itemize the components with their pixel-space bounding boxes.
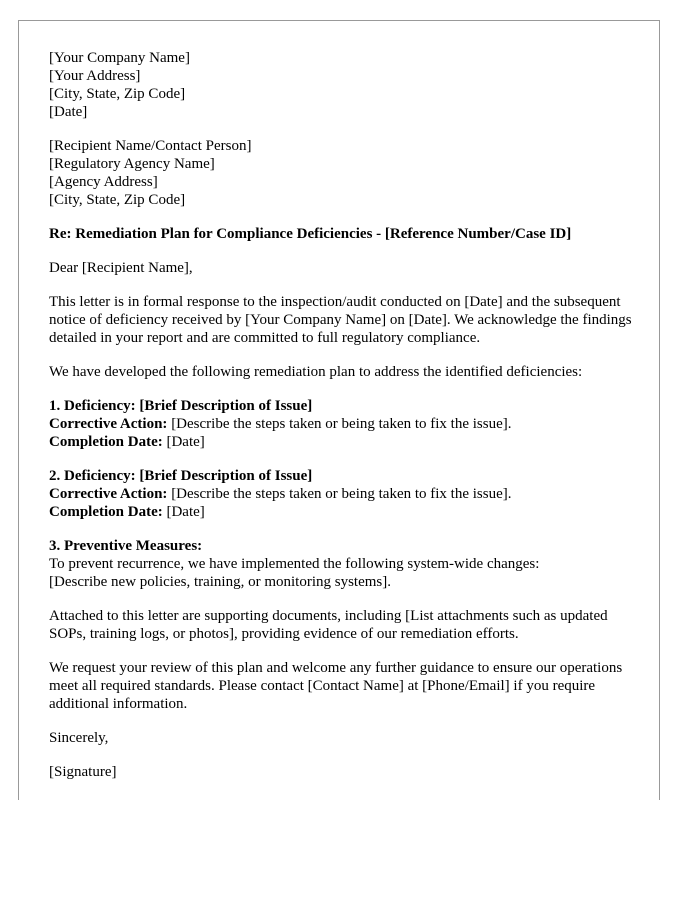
- preventive-line-2: [Describe new policies, training, or monitoring systems].: [49, 574, 392, 590]
- subject-line: Re: Remediation Plan for Compliance Deficiencies - [Reference Number/Case ID]: [49, 226, 572, 242]
- sender-city-state-zip: [City, State, Zip Code]: [49, 86, 186, 102]
- deficiency-heading: 1. Deficiency: [Brief Description of Issue]: [49, 398, 313, 414]
- preventive-measures: [49, 537, 634, 591]
- letter-body: [49, 49, 634, 797]
- recipient-block: [49, 137, 634, 209]
- corrective-action-line: [49, 415, 634, 433]
- closing: Sincerely,: [49, 730, 109, 746]
- corrective-action-label: Corrective Action:: [49, 416, 168, 432]
- preventive-heading: 3. Preventive Measures:: [49, 538, 203, 554]
- completion-date-text: [Date]: [162, 504, 205, 520]
- corrective-action-text: [Describe the steps taken or being taken to fix the issue].: [167, 416, 512, 432]
- signature: [Signature]: [49, 764, 117, 780]
- sender-date: [Date]: [49, 104, 88, 120]
- completion-date-label: Completion Date:: [49, 434, 163, 450]
- letter-page: [18, 20, 660, 800]
- corrective-action-line: [49, 485, 634, 503]
- recipient-name: [Recipient Name/Contact Person]: [49, 138, 252, 154]
- deficiency-item-1: [49, 397, 634, 451]
- sender-block: [49, 49, 634, 121]
- deficiency-heading: 2. Deficiency: [Brief Description of Issue]: [49, 468, 313, 484]
- review-paragraph: We request your review of this plan and welcome any further guidance to ensure our operations meet all required standards. Please contact [Contact Name] at [Phone/Email] if you require additional information.: [49, 660, 623, 712]
- recipient-agency: [Regulatory Agency Name]: [49, 156, 215, 172]
- recipient-city-state-zip: [City, State, Zip Code]: [49, 192, 186, 208]
- corrective-action-text: [Describe the steps taken or being taken to fix the issue].: [167, 486, 512, 502]
- intro-paragraph: This letter is in formal response to the inspection/audit conducted on [Date] and the subsequent notice of deficiency received by [Your Company Name] on [Date]. We acknowledge the findings detailed in your report and are committed to full regulatory compliance.: [49, 294, 632, 346]
- completion-date-line: [49, 503, 634, 521]
- sender-address: [Your Address]: [49, 68, 141, 84]
- corrective-action-label: Corrective Action:: [49, 486, 168, 502]
- salutation: Dear [Recipient Name],: [49, 260, 193, 276]
- completion-date-text: [Date]: [162, 434, 205, 450]
- preventive-line-1: To prevent recurrence, we have implemented the following system-wide changes:: [49, 556, 540, 572]
- plan-intro: We have developed the following remediation plan to address the identified deficiencies:: [49, 364, 583, 380]
- sender-company: [Your Company Name]: [49, 50, 190, 66]
- deficiency-item-2: [49, 467, 634, 521]
- completion-date-line: [49, 433, 634, 451]
- completion-date-label: Completion Date:: [49, 504, 163, 520]
- attachments-paragraph: Attached to this letter are supporting documents, including [List attachments such as updated SOPs, training logs, or photos], providing evidence of our remediation efforts.: [49, 608, 608, 642]
- recipient-address: [Agency Address]: [49, 174, 158, 190]
